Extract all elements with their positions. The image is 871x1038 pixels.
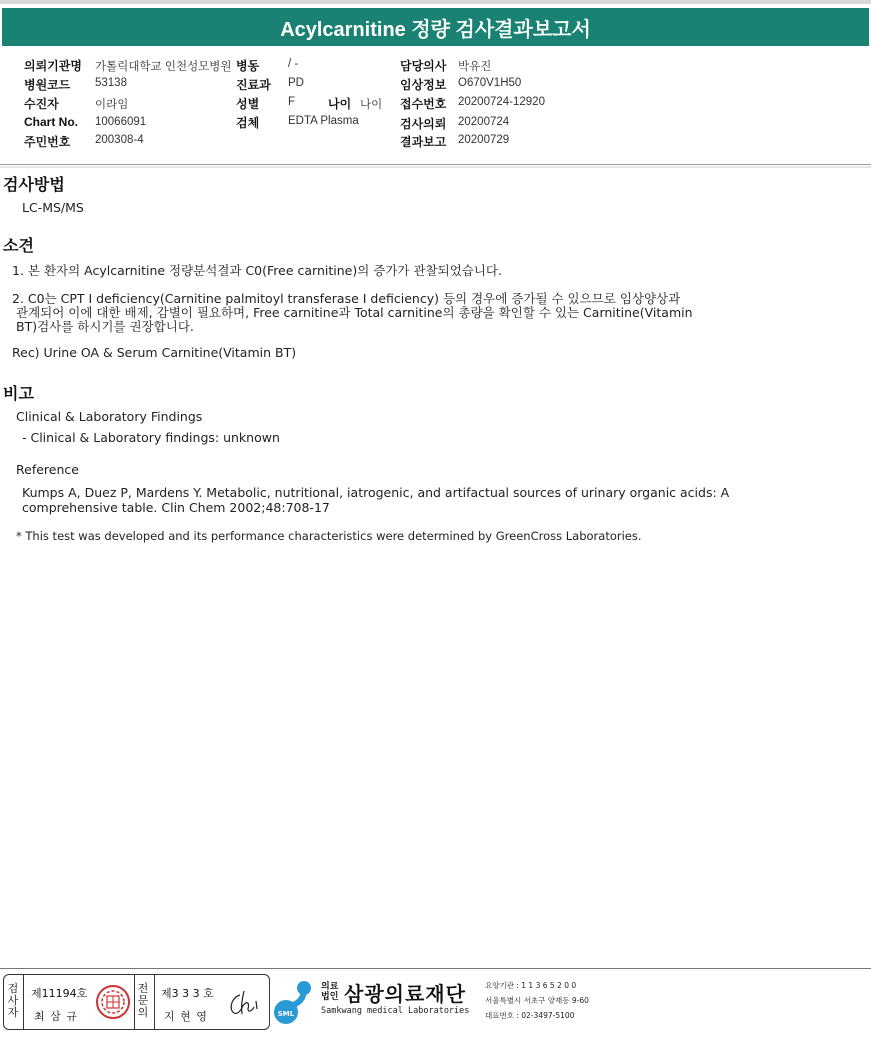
- inspector-number: 제11194호: [31, 987, 88, 1000]
- corp-label-1: 의료: [321, 982, 339, 992]
- receipt-value: 20200724-12920: [458, 96, 545, 108]
- patient-value: 이라임: [95, 99, 129, 111]
- clinical-findings-heading: Clinical & Laboratory Findings: [16, 409, 203, 424]
- footer: [0, 968, 871, 1038]
- id-value: 200308-4: [95, 134, 144, 146]
- specialist-label: 전문의: [137, 982, 149, 1019]
- id-label: 주민번호: [24, 135, 71, 149]
- request-value: 20200724: [458, 116, 510, 128]
- report-date-value: 20200729: [458, 134, 510, 146]
- phone-number: 대표번호 : 02-3497-5100: [485, 1011, 575, 1020]
- patient-label: 수진자: [24, 97, 59, 111]
- finding-item-2-line-1: 2. C0는 CPT I deficiency(Carnitine palmitoyl transferase I deficiency) 등의 경우에 증가될 수 있으므로 임상양상과: [12, 291, 681, 306]
- method-value: LC-MS/MS: [22, 200, 84, 215]
- sign-divider: [23, 975, 24, 1029]
- remarks-heading: 비고: [3, 384, 34, 403]
- finding-item-2-line-2: 관계되어 이에 대한 배제, 감별이 필요하며, Free carnitine과 Total carnitine의 총량을 확인할 수 있는 Carnitine(Vitamin: [16, 305, 693, 320]
- sml-logo-icon: [272, 978, 316, 1026]
- sign-divider: [134, 975, 135, 1029]
- chart-label: Chart No.: [24, 115, 78, 129]
- findings-heading: 소견: [3, 236, 34, 255]
- report-date-label: 결과보고: [400, 135, 447, 149]
- specimen-value: EDTA Plasma: [288, 115, 359, 127]
- chart-value: 10066091: [95, 116, 147, 128]
- sex-label: 성별: [236, 97, 260, 111]
- disclaimer: * This test was developed and its performance characteristics were determined by GreenCross Laboratories.: [16, 529, 642, 543]
- sex-value: F: [288, 96, 296, 108]
- method-heading: 검사방법: [3, 175, 65, 194]
- address: 서울특별시 서초구 양재동 9-60: [485, 996, 589, 1005]
- reference-line-2: comprehensive table. Clin Chem 2002;48:708-17: [22, 500, 330, 515]
- clinical-findings-value: - Clinical & Laboratory findings: unknown: [22, 430, 280, 445]
- finding-item-2-line-3: BT)검사를 하시기를 권장합니다.: [16, 319, 194, 334]
- doctor-label: 담당의사: [400, 59, 447, 73]
- ward-label: 병동: [236, 59, 260, 73]
- brand-name: 삼광의료재단: [344, 982, 466, 1006]
- hospital-code-label: 병원코드: [24, 78, 71, 92]
- inspector-label: 검사자: [7, 982, 19, 1019]
- department-label: 진료과: [236, 78, 271, 92]
- corp-label-2: 법인: [321, 992, 339, 1002]
- age-value: 나이: [360, 99, 383, 111]
- reference-heading: Reference: [16, 462, 79, 477]
- report-title: Acylcarnitine 정량 검사결과보고서: [280, 18, 591, 41]
- specimen-label: 검체: [236, 116, 260, 130]
- specialist-name: 지 현 영: [164, 1010, 208, 1023]
- institution-value: 가톨릭대학교 인천성모병원: [95, 61, 232, 73]
- sign-divider: [154, 975, 155, 1029]
- specialist-number: 제3 3 3 호: [161, 987, 214, 1000]
- ward-value: / -: [288, 58, 299, 70]
- finding-item-1: 1. 본 환자의 Acylcarnitine 정량분석결과 C0(Free carnitine)의 증가가 관찰되었습니다.: [12, 263, 502, 278]
- reference-line-1: Kumps A, Duez P, Mardens Y. Metabolic, nutritional, iatrogenic, and artifactual sources of urinary organic acids: A: [22, 485, 730, 500]
- clinical-info-value: O670V1H50: [458, 77, 522, 89]
- inspector-seal: [95, 984, 131, 1020]
- report-title-banner: [2, 8, 869, 46]
- brand-english-name: Samkwang medical Laboratories: [321, 1006, 470, 1016]
- corp-type: [321, 982, 338, 1002]
- top-border: [0, 0, 871, 4]
- institution-label: 의뢰기관명: [24, 59, 82, 73]
- agency-number: 요양기관 : 1 1 3 6 5 2 0 0: [485, 981, 577, 990]
- signature-box: [3, 974, 270, 1030]
- clinical-info-label: 임상정보: [400, 78, 447, 92]
- request-label: 검사의뢰: [400, 117, 447, 131]
- info-divider: [0, 164, 871, 165]
- specialist-signature: [226, 989, 264, 1017]
- recommendation: Rec) Urine OA & Serum Carnitine(Vitamin BT): [12, 345, 297, 360]
- age-label: 나이: [328, 97, 352, 111]
- doctor-value: 박유진: [458, 61, 492, 73]
- inspector-name: 최 삼 규: [34, 1010, 78, 1023]
- logo-text: SML: [277, 1010, 295, 1018]
- department-value: PD: [288, 77, 304, 89]
- info-divider-shadow: [0, 166, 871, 168]
- patient-info-block: [0, 52, 871, 164]
- receipt-label: 접수번호: [400, 97, 447, 111]
- hospital-code-value: 53138: [95, 77, 127, 89]
